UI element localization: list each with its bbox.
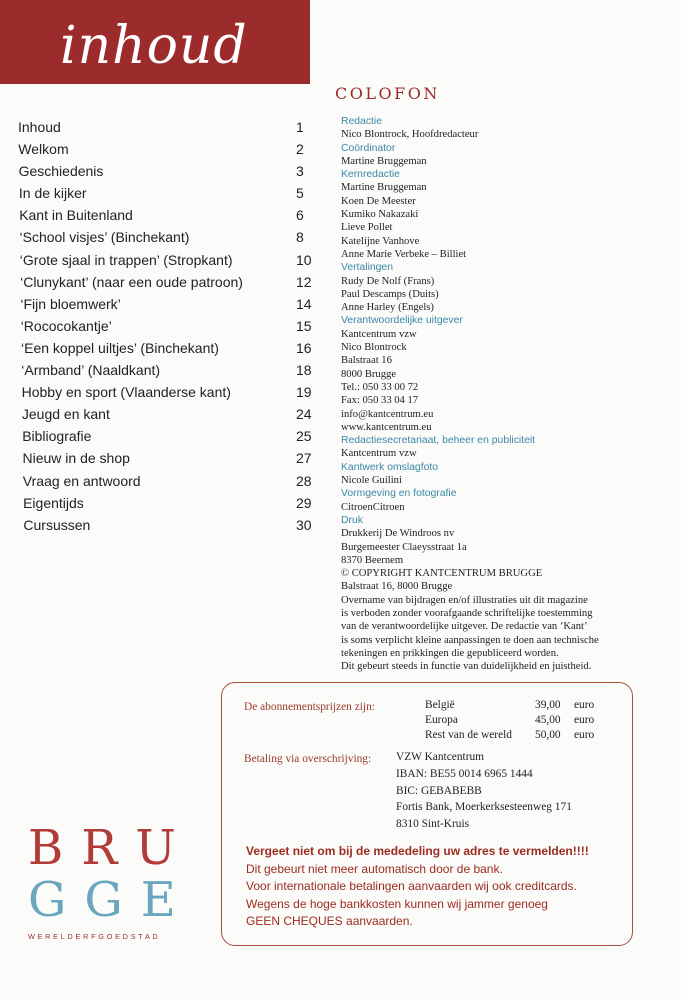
toc-row bbox=[18, 271, 316, 293]
colofon-section-title: Kernredactie bbox=[341, 169, 400, 181]
colofon-section-title: Coördinator bbox=[341, 142, 396, 154]
colofon-line: Kantcentrum vzw bbox=[341, 328, 417, 340]
colofon-section-title: Vormgeving en fotografie bbox=[341, 488, 457, 500]
header-banner bbox=[0, 0, 310, 84]
colofon-line: Drukkerij De Windroos nv bbox=[341, 528, 455, 540]
colofon-line: CitroenCitroen bbox=[341, 501, 405, 513]
price-region: België bbox=[425, 699, 455, 711]
colofon-line: Martine Bruggeman bbox=[341, 182, 427, 194]
notice-bold: Vergeet niet om bij de mededeling uw adres te vermelden!!!! bbox=[246, 844, 589, 858]
price-currency: euro bbox=[574, 699, 595, 711]
toc-row bbox=[18, 116, 316, 138]
toc-row bbox=[18, 447, 316, 469]
toc-row bbox=[18, 337, 316, 359]
payment-line: 8310 Sint-Kruis bbox=[396, 818, 470, 831]
price-amount: 39,00 bbox=[535, 699, 561, 711]
toc-row bbox=[18, 359, 316, 381]
colofon-line: Balstraat 16 bbox=[341, 355, 392, 367]
logo-letter: G bbox=[84, 872, 141, 928]
toc-title: ‘Rococokantje’ bbox=[20, 317, 112, 334]
toc-title: Nieuw in de shop bbox=[22, 450, 130, 467]
toc-title: Welkom bbox=[18, 141, 69, 158]
toc-title: Bibliografie bbox=[22, 428, 92, 445]
toc-row bbox=[18, 138, 316, 160]
colofon-line: Koen De Meester bbox=[341, 195, 416, 207]
colofon-line: Nico Blontrock, Hoofdredacteur bbox=[341, 129, 479, 141]
colofon-line: www.kantcentrum.eu bbox=[341, 421, 432, 433]
payment-line: VZW Kantcentrum bbox=[396, 751, 485, 763]
colofon-line: Fax: 050 33 04 17 bbox=[341, 395, 419, 407]
toc-row bbox=[18, 470, 316, 492]
colofon-line: Katelijne Vanhove bbox=[341, 235, 420, 247]
toc-page: 6 bbox=[296, 207, 304, 224]
notice-line: Dit gebeurt niet meer automatisch door de bank. bbox=[246, 861, 503, 876]
colofon-line: info@kantcentrum.eu bbox=[341, 408, 434, 420]
toc-page: 29 bbox=[296, 494, 312, 511]
colofon-line: Tel.: 050 33 00 72 bbox=[341, 381, 419, 393]
toc-row bbox=[18, 492, 316, 514]
toc-page: 5 bbox=[296, 185, 304, 202]
notice-line: Voor internationale betalingen aanvaarden wij ook creditcards. bbox=[246, 879, 577, 893]
colofon-body bbox=[341, 115, 661, 673]
colofon-line: van de verantwoordelijke uitgever. De redactie van ‘Kant’ bbox=[341, 621, 588, 633]
colofon-line: Kantcentrum vzw bbox=[341, 448, 417, 460]
toc-title: ‘Clunykant’ (naar een oude patroon) bbox=[20, 273, 243, 290]
colofon-line: Nicole Guilini bbox=[341, 475, 402, 487]
table-of-contents bbox=[18, 116, 316, 536]
toc-title: ‘Armband’ (Naaldkant) bbox=[21, 362, 161, 379]
toc-row bbox=[18, 315, 316, 337]
toc-row bbox=[18, 293, 316, 315]
toc-page: 28 bbox=[296, 472, 312, 489]
toc-title: Hobby en sport (Vlaanderse kant) bbox=[21, 384, 231, 401]
colofon-section-title: Redactie bbox=[341, 116, 383, 127]
colofon-line: © COPYRIGHT KANTCENTRUM BRUGGE bbox=[341, 568, 543, 580]
payment-line: IBAN: BE55 0014 6965 1444 bbox=[396, 767, 533, 780]
colofon-line: is soms verplicht kleine aanpassingen te doen aan technische bbox=[341, 634, 599, 646]
toc-row bbox=[18, 381, 316, 403]
toc-row bbox=[18, 514, 316, 536]
toc-title: Inhoud bbox=[18, 119, 61, 135]
toc-page: 10 bbox=[296, 251, 312, 268]
toc-page: 2 bbox=[296, 141, 304, 158]
payment-line: Fortis Bank, Moerkerksesteenweg 171 bbox=[396, 801, 572, 814]
toc-page: 24 bbox=[296, 406, 312, 423]
colofon-line: Rudy De Nolf (Frans) bbox=[341, 275, 435, 287]
toc-title: ‘School visjes’ (Binchekant) bbox=[19, 229, 190, 246]
colofon-line: Balstraat 16, 8000 Brugge bbox=[341, 581, 453, 593]
colofon-line: Kumiko Nakazaki bbox=[341, 209, 419, 221]
price-region: Rest van de wereld bbox=[425, 729, 512, 741]
logo-letter: G bbox=[28, 872, 85, 928]
logo-letter: U bbox=[135, 820, 194, 876]
payment-label: Betaling via overschrijving: bbox=[244, 753, 372, 765]
toc-row bbox=[18, 182, 316, 204]
brugge-logo bbox=[28, 822, 194, 941]
colofon-line: 8000 Brugge bbox=[341, 368, 397, 380]
colofon-line: Burgemeester Claeysstraat 1a bbox=[341, 541, 467, 553]
notice-line: Wegens de hoge bankkosten kunnen wij jammer genoeg bbox=[246, 896, 548, 911]
toc-page: 3 bbox=[296, 163, 304, 180]
notice-line: GEEN CHEQUES aanvaarden. bbox=[246, 914, 413, 928]
price-amount: 45,00 bbox=[535, 714, 561, 726]
toc-row bbox=[18, 249, 316, 271]
logo-subtitle: WERELDERFGOEDSTAD bbox=[28, 932, 161, 941]
subscription-box bbox=[221, 682, 633, 946]
notice bbox=[246, 843, 626, 931]
colofon-section-title: Kantwerk omslagfoto bbox=[341, 461, 439, 473]
colofon-line: Anne Harley (Engels) bbox=[341, 302, 434, 314]
logo-row-1 bbox=[28, 822, 194, 874]
colofon-section-title: Vertalingen bbox=[341, 262, 393, 274]
toc-title: In de kijker bbox=[18, 185, 87, 202]
toc-page: 25 bbox=[296, 428, 312, 445]
colofon-line: Martine Bruggeman bbox=[341, 155, 427, 167]
colofon-line: Dit gebeurt steeds in functie van duidelijkheid en juistheid. bbox=[341, 661, 592, 673]
subscription-label: De abonnementsprijzen zijn: bbox=[244, 701, 375, 713]
colofon-line: 8370 Beernem bbox=[341, 554, 404, 566]
toc-title: ‘Grote sjaal in trappen’ (Stropkant) bbox=[19, 251, 233, 268]
price-amount: 50,00 bbox=[535, 729, 561, 741]
colofon-line: Nico Blontrock bbox=[341, 342, 407, 354]
page-title: inhoud bbox=[60, 16, 248, 76]
price-currency: euro bbox=[574, 729, 595, 741]
toc-page: 1 bbox=[296, 119, 304, 135]
toc-title: Geschiedenis bbox=[18, 163, 104, 180]
colofon-section-title: Druk bbox=[341, 514, 363, 526]
toc-row bbox=[18, 160, 316, 182]
logo-row-2 bbox=[28, 874, 194, 926]
toc-page: 18 bbox=[296, 362, 312, 379]
toc-title: Jeugd en kant bbox=[21, 406, 110, 423]
toc-title: ‘Fijn bloemwerk’ bbox=[20, 295, 121, 312]
toc-page: 19 bbox=[296, 384, 312, 401]
colofon-line: Anne Marie Verbeke – Billiet bbox=[341, 248, 467, 260]
logo-letter: B bbox=[28, 820, 82, 876]
toc-page: 27 bbox=[296, 450, 312, 467]
colofon-line: Overname van bijdragen en/of illustraties uit dit magazine bbox=[341, 594, 588, 606]
logo-letter: R bbox=[81, 820, 136, 876]
toc-page: 16 bbox=[296, 339, 312, 356]
toc-title: Cursussen bbox=[23, 516, 91, 533]
price-region: Europa bbox=[425, 714, 458, 726]
colofon-line: Lieve Pollet bbox=[341, 222, 393, 234]
colofon-section-title: Verantwoordelijke uitgever bbox=[341, 315, 463, 327]
toc-row bbox=[18, 403, 316, 425]
toc-title: ‘Een koppel uiltjes’ (Binchekant) bbox=[21, 339, 219, 356]
colofon-line: tekeningen en prikkingen die gepubliceerd worden. bbox=[341, 647, 559, 659]
colofon-heading: COLOFON bbox=[335, 84, 440, 103]
colofon-line: Paul Descamps (Duits) bbox=[341, 288, 439, 300]
toc-page: 14 bbox=[296, 295, 312, 312]
toc-row bbox=[18, 204, 316, 226]
payment-line: BIC: GEBABEBB bbox=[396, 784, 482, 797]
colofon-section-title: Redactiesecretariaat, beheer en publiciteit bbox=[341, 435, 536, 447]
toc-row bbox=[18, 226, 316, 248]
logo-letter: E bbox=[140, 872, 194, 928]
colofon-line: is verboden zonder voorafgaande schriftelijke toestemming bbox=[341, 607, 593, 619]
toc-page: 15 bbox=[296, 317, 312, 334]
toc-row bbox=[18, 425, 316, 447]
price-currency: euro bbox=[574, 714, 595, 726]
toc-page: 30 bbox=[296, 516, 312, 533]
toc-title: Kant in Buitenland bbox=[19, 207, 133, 224]
toc-title: Vraag en antwoord bbox=[22, 472, 141, 489]
toc-page: 12 bbox=[296, 273, 312, 290]
toc-title: Eigentijds bbox=[23, 494, 84, 511]
toc-page: 8 bbox=[296, 229, 304, 246]
